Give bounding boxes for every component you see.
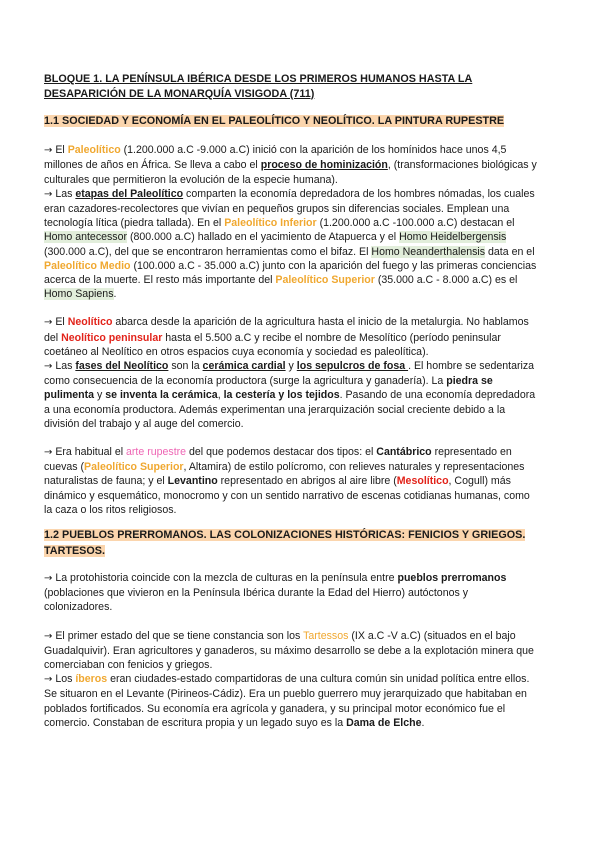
paragraph-iberos: → Los íberos eran ciudades-estado compartidoras de una cultura común sin unidad política entre ellos. Se situaron en el Levante (Pirineos-Cádiz). Era un pueblo guerrero muy jerarquizado que habitaban en poblados fortificados. Su economía era agrícola y ganadera, y su principal motor económico fue el comercio. Constaban de escritura propia y un legado suyo es la Dama de Elche.: [44, 673, 530, 729]
section-1-heading: 1.1 SOCIEDAD Y ECONOMÍA EN EL PALEOLÍTICO Y NEOLÍTICO. LA PINTURA RUPESTRE: [44, 115, 505, 128]
section-2-heading: [44, 529, 525, 557]
term-paleolitico: Paleolítico: [67, 144, 121, 157]
paragraph-neolitico: → El Neolítico abarca desde la aparición de la agricultura hasta el inicio de la metalurgia. No hablamos del Neolítico peninsular hasta el 5.500 a.C y recibe el nombre de Mesolítico (período peninsular coetáneo al Neolítico en otros espacios cuya economía y sociedad es paleolítica).: [44, 316, 529, 358]
arrow-icon: →: [44, 145, 53, 157]
term-piedra-pulimenta: piedra se pulimenta: [44, 375, 493, 402]
term-paleolitico-inferior: Paleolítico Inferior: [224, 217, 317, 230]
term-dama-elche: Dama de Elche: [346, 716, 422, 729]
section-2-heading-line-1: 1.2 PUEBLOS PRERROMANOS. LAS COLONIZACIONES HISTÓRICAS: FENICIOS Y GRIEGOS.: [44, 529, 526, 542]
paragraph-protohistoria: → La protohistoria coincide con la mezcla de culturas en la península entre pueblos prerromanos (poblaciones que vivieron en la Península Ibérica durante la Edad del Hierro) autóctonos y colonizadores.: [44, 572, 507, 614]
term-levantino: Levantino: [167, 475, 218, 488]
term-paleolitico-medio: Paleolítico Medio: [44, 259, 131, 272]
paragraph-tartessos: → El primer estado del que se tiene constancia son los Tartessos (IX a.C -V a.C) (situados en el bajo Guadalquivir). Eran agricultores y ganaderos, su máximo desarrollo se debe a la explotación minera que comerciaban con fenicios y griegos.: [44, 629, 534, 672]
section-2-heading-line-2: TARTESOS.: [44, 545, 105, 558]
paragraph-paleolitico-intro: → El Paleolítico (1.200.000 a.C -9.000 a.C) inició con la aparición de los homínidos hace unos 4,5 millones de años en África. Se lleva a cabo el proceso de hominización, (transformaciones biológicas y culturales que permitieron la evolución de la especie humana).: [44, 144, 537, 186]
spacer: [44, 431, 538, 445]
paragraph-fases-neolitico: → Las fases del Neolítico son la cerámica cardial y los sepulcros de fosa . El hombre se sedentariza como consecuencia de la economía productora (surge la agricultura y ganadería). La piedra se pulimenta y se inventa la cerámica, la cestería y los tejidos. Pasando de una economía depredadora a una economía productora. Además experimentan una jerarquización social creciente debido a la división del trabajo y al auge del comercio.: [44, 360, 536, 430]
arrow-icon: →: [44, 317, 53, 329]
term-neolitico-peninsular: Neolítico peninsular: [61, 331, 163, 344]
paragraph-arte-rupestre: → Era habitual el arte rupestre del que podemos destacar dos tipos: el Cantábrico representado en cuevas (Paleolítico Superior, Altamira) de estilo polícromo, con relieves naturales y representaciones naturalistas de fauna; y el Levantino representado en abrigos al aire libre (Mesolítico, Cogull) más dinámico y esquemático, monocromo y con un sentido narrativo de escenas cotidianas humanas, como la caza o los ritos religiosos.: [44, 446, 530, 516]
arrow-icon: →: [44, 630, 53, 642]
section-2-heading-wrap: [44, 527, 538, 559]
arrow-icon: →: [44, 188, 53, 200]
title-line-2: DESAPARICIÓN DE LA MONARQUÍA VISIGODA (711): [44, 87, 315, 100]
term-cesteria-tejidos: la cestería y los tejidos: [223, 389, 340, 402]
arrow-icon: →: [44, 674, 53, 686]
section-1-heading-wrap: [44, 113, 538, 129]
term-mesolitico: Mesolítico: [396, 475, 449, 488]
term-inventa-ceramica: se inventa la cerámica: [105, 389, 218, 402]
arrow-icon: →: [44, 447, 53, 459]
term-paleolitico-superior: Paleolítico Superior: [84, 461, 184, 474]
term-neolitico: Neolítico: [67, 316, 113, 329]
term-sepulcros-fosa: los sepulcros de fosa: [296, 360, 409, 373]
spacer: [44, 615, 538, 629]
term-arte-rupestre: arte rupestre: [126, 446, 187, 459]
term-fases-neolitico: fases del Neolítico: [75, 360, 169, 373]
arrow-icon: →: [44, 361, 53, 373]
term-tartessos: Tartessos: [303, 629, 349, 642]
term-homo-antecessor: Homo antecessor: [44, 231, 128, 244]
term-paleolitico-superior: Paleolítico Superior: [275, 274, 375, 287]
term-cantabrico: Cantábrico: [376, 446, 432, 459]
term-homo-neanderthalensis: Homo Neanderthalensis: [371, 245, 486, 258]
document-title: [44, 72, 538, 101]
arrow-icon: →: [44, 573, 53, 585]
term-iberos: íberos: [75, 673, 108, 686]
term-pueblos-prerromanos: pueblos prerromanos: [397, 572, 507, 585]
title-line-1: BLOQUE 1. LA PENÍNSULA IBÉRICA DESDE LOS PRIMEROS HUMANOS HASTA LA: [44, 73, 473, 85]
term-homo-heidelbergensis: Homo Heidelbergensis: [399, 231, 507, 244]
term-etapas-paleolitico: etapas del Paleolítico: [75, 187, 184, 200]
paragraph-etapas-paleolitico: → Las etapas del Paleolítico comparten la economía depredadora de los hombres nómadas, los cuales eran cazadores-recolectores que vivían en pequeños grupos sin diferencias sociales. Emplean una tecnología lítica (piedra tallada). En el Paleolítico Inferior (1.200.000 a.C -100.000 a.C) destacan el Homo antecessor (800.000 a.C) hallado en el yacimiento de Atapuerca y el Homo Heidelbergensis (300.000 a.C), del que se encontraron herramientas como el bifaz. El Homo Neanderthalensis data en el Paleolítico Medio (100.000 a.C - 35.000 a.C) junto con la aparición del fuego y las primeras conciencias acerca de la muerte. El resto más importante del Paleolítico Superior (35.000 a.C - 8.000 a.C) es el Homo Sapiens.: [44, 187, 537, 301]
term-proceso-hominizacion: proceso de hominización: [260, 159, 388, 172]
term-homo-sapiens: Homo Sapiens: [44, 288, 114, 301]
term-ceramica-cardial: cerámica cardial: [202, 360, 286, 373]
spacer: [44, 301, 538, 315]
